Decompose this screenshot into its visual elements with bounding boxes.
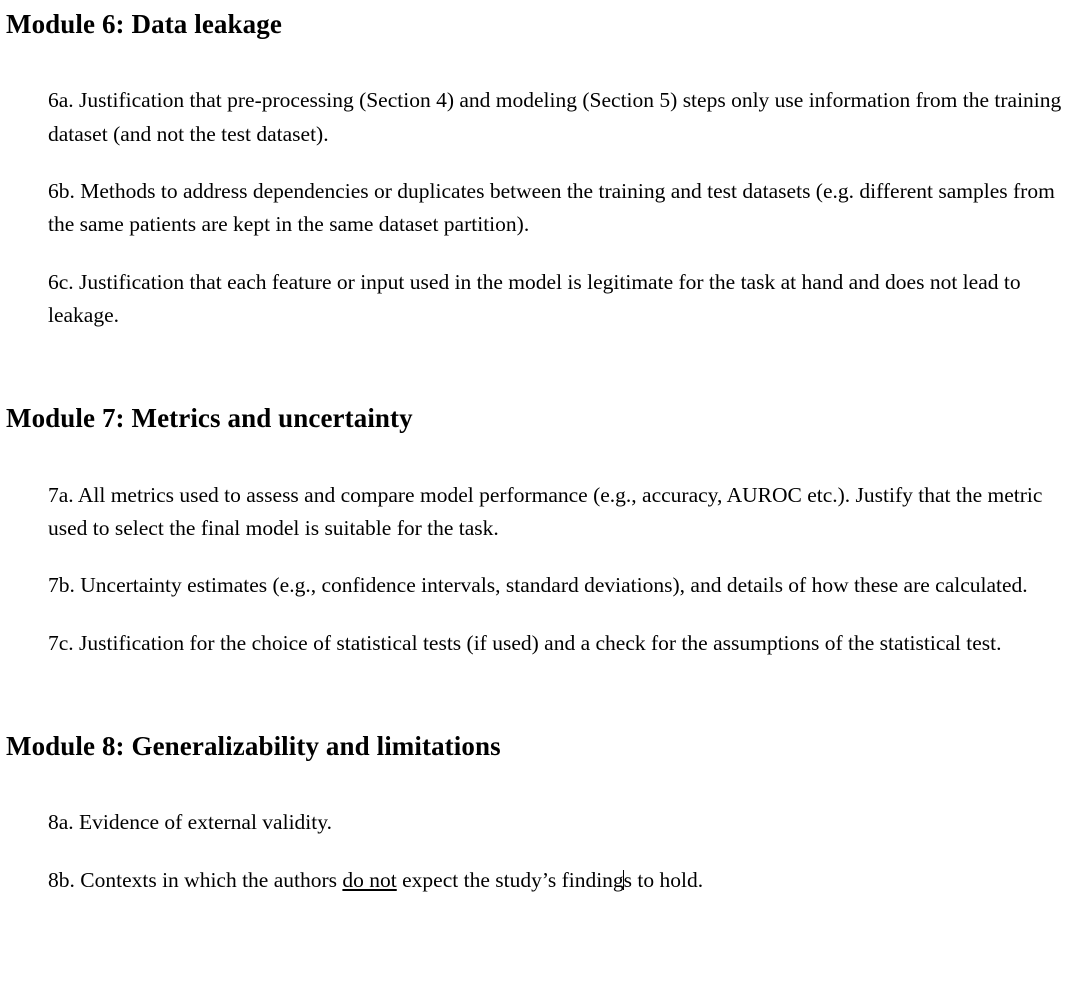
spacer	[48, 603, 1072, 627]
module-8-heading-container	[0, 730, 1080, 762]
item-7a: 7a. All metrics used to assess and compare model performance (e.g., accuracy, AUROC etc.). Justify that the metric used to select the final model is suitable for the task.	[48, 482, 1043, 540]
module-7-items	[48, 479, 1072, 660]
module-6-heading: Module 6: Data leakage	[6, 9, 282, 39]
module-6-items	[48, 84, 1072, 332]
module-8-heading: Module 8: Generalizability and limitations	[6, 730, 501, 761]
spacer	[0, 660, 1080, 730]
item-8b-middle: expect the study’s finding	[396, 867, 624, 892]
item-6a: 6a. Justification that pre-processing (Section 4) and modeling (Section 5) steps only use information from the training dataset (and not the test dataset).	[48, 88, 1062, 146]
item-8b-emphasis: do not	[342, 867, 397, 892]
module-7-heading: Module 7: Metrics and uncertainty	[6, 403, 413, 434]
item-6b: 6b. Methods to address dependencies or duplicates between the training and test datasets (e.g. different samples from the same patients are kept in the same dataset partition).	[48, 179, 1055, 237]
item-8a: 8a. Evidence of external validity.	[48, 810, 332, 835]
spacer	[0, 332, 1080, 402]
item-8b	[48, 864, 1072, 897]
spacer	[48, 242, 1072, 266]
item-7c: 7c. Justification for the choice of statistical tests (if used) and a check for the assumptions of the statistical test.	[48, 630, 1002, 655]
spacer	[48, 151, 1072, 175]
item-7b: 7b. Uncertainty estimates (e.g., confidence intervals, standard deviations), and details of how these are calculated.	[48, 573, 1028, 598]
spacer	[0, 40, 1080, 84]
module-6-heading-container	[0, 0, 1080, 40]
spacer	[48, 840, 1072, 864]
spacer	[48, 545, 1072, 569]
item-8b-suffix: s to hold.	[623, 867, 704, 892]
item-8b-prefix: 8b. Contexts in which the authors	[48, 867, 343, 892]
spacer	[0, 762, 1080, 806]
module-8-items	[48, 806, 1072, 897]
item-6c: 6c. Justification that each feature or input used in the model is legitimate for the task at hand and does not lead to leakage.	[48, 269, 1021, 327]
spacer	[0, 435, 1080, 479]
module-7-heading-container	[0, 402, 1080, 434]
